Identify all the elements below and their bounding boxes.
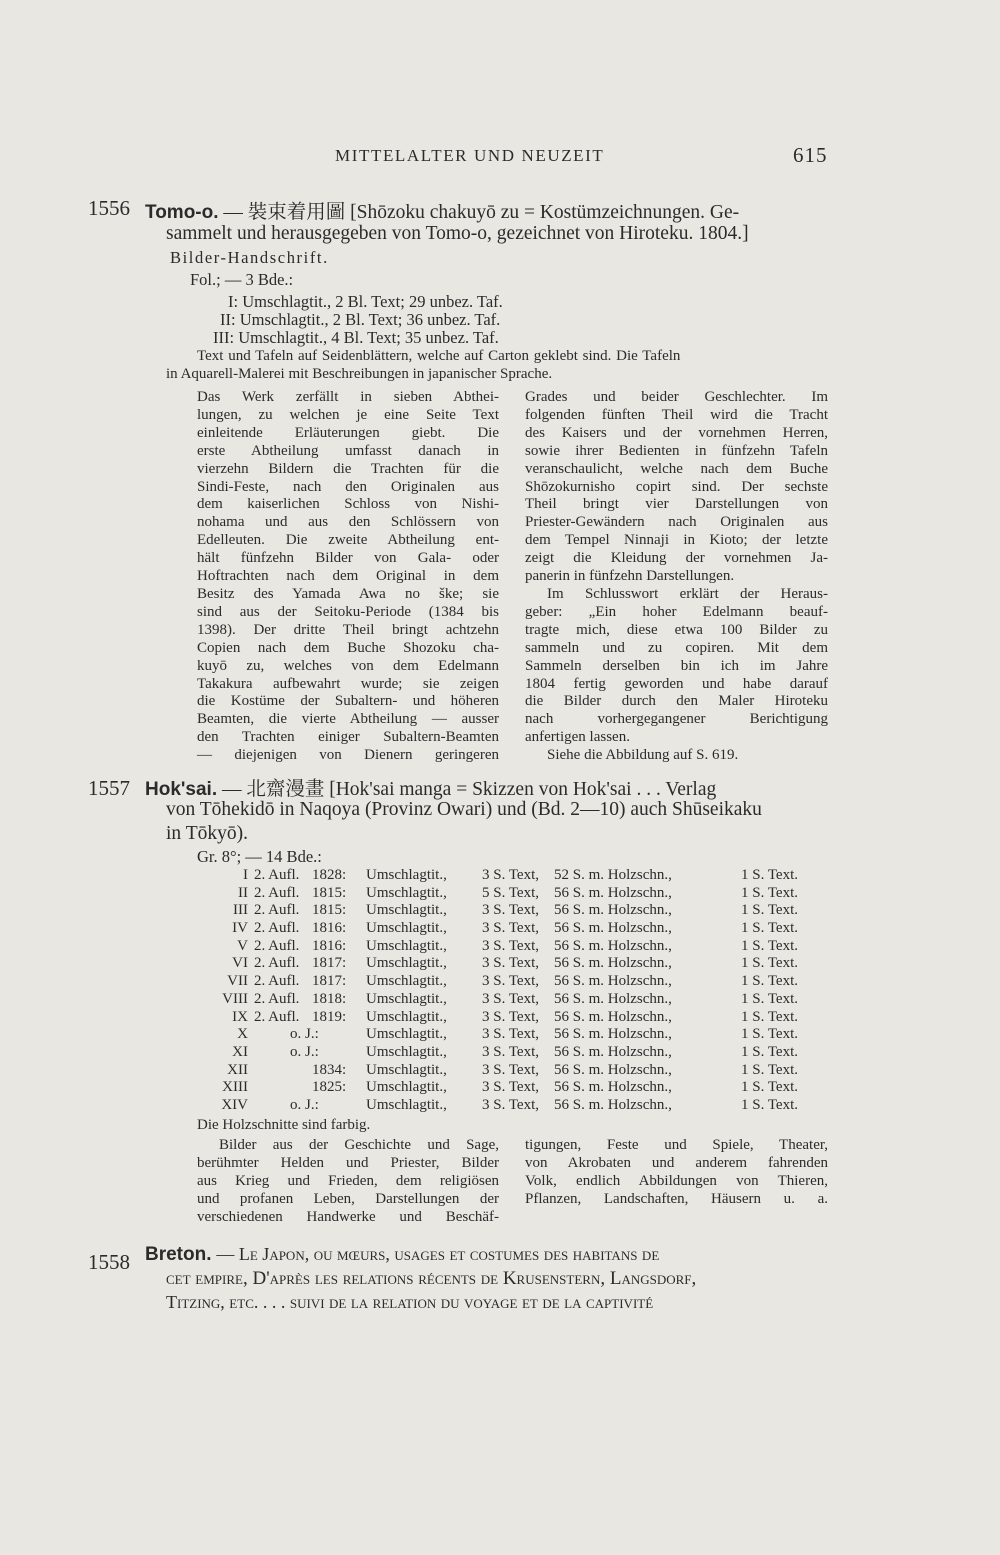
description-column-left — [197, 1137, 499, 1227]
volume-cell: 1 S. Text. — [741, 1061, 799, 1078]
volume-cell: 3 S. Text, — [482, 955, 540, 972]
volume-row — [196, 1079, 836, 1097]
volume-cell: 3 S. Text, — [482, 1079, 540, 1096]
volume-cell: 3 S. Text, — [482, 1043, 540, 1060]
text-line: Edelleuten. Die zweite Abtheilung ent- — [197, 532, 499, 549]
entry-number: 1558 — [88, 1250, 130, 1274]
volume-number: VII — [227, 973, 248, 990]
text-line: den Trachten einiger Subaltern-Beamten — [197, 729, 499, 746]
volume-cell: Umschlagtit., — [366, 1026, 447, 1043]
volume-row — [196, 1044, 836, 1062]
volume-cell: 2. Aufl. — [254, 884, 300, 901]
volume-cell: 2. Aufl. — [254, 955, 300, 972]
text-line: tragte mich, diese etwa 100 Bilder zu — [525, 621, 828, 638]
volume-cell: 3 S. Text, — [482, 902, 540, 919]
text-line: sowie ihrer Bedienten in fünfzehn Tafeln — [525, 442, 828, 459]
text-line: berühmter Helden und Priester, Bilder — [197, 1154, 499, 1171]
volume-cell: 1 S. Text. — [741, 937, 799, 954]
volume-cell: 1 S. Text. — [741, 902, 799, 919]
volume-cell: 1819: — [312, 1008, 347, 1025]
running-title: MITTELALTER UND NEUZEIT — [335, 146, 605, 165]
volume-cell: 3 S. Text, — [482, 973, 540, 990]
volume-cell: Umschlagtit., — [366, 990, 447, 1007]
volume-cell: 56 S. m. Holzschn., — [554, 1079, 672, 1096]
volume-cell: 1 S. Text. — [741, 1026, 799, 1043]
volume-number: II — [238, 884, 248, 901]
entry-form: Bilder-Handschrift. — [170, 248, 329, 267]
volume-number: VI — [232, 955, 248, 972]
volume-cell: 1 S. Text. — [741, 955, 799, 972]
text-line: die Bilder durch den Maler Hiroteku — [525, 693, 828, 710]
entry-title-line-2: von Tōhekidō in Naqoya (Provinz Owari) und (Bd. 2—10) auch Shūseikaku — [166, 799, 762, 820]
volume-cell: 3 S. Text, — [482, 1096, 540, 1113]
volume-row — [196, 1097, 836, 1115]
volume-number: III — [233, 902, 248, 919]
volume-cell: Umschlagtit., — [366, 867, 447, 883]
volume-cell: 1817: — [312, 973, 347, 990]
volume-cell: 3 S. Text, — [482, 990, 540, 1007]
entry-name: Hok'sai. — [145, 779, 218, 800]
volume-row — [196, 991, 836, 1009]
volume-cell: Umschlagtit., — [366, 955, 447, 972]
text-line: des Kaisers und der vornehmen Herren, — [525, 424, 828, 441]
text-line: hält fünfzehn Bilder von Gala- oder — [197, 550, 499, 567]
volume-cell: o. J.: — [290, 1096, 319, 1113]
text-line: Takakura aufbewahrt wurde; sie zeigen — [197, 675, 499, 692]
text-line: tigungen, Feste und Spiele, Theater, — [525, 1137, 828, 1153]
text-line: Sammeln derselben bin ich im Jahre — [525, 657, 828, 674]
volume-number: VIII — [222, 990, 248, 1007]
entry-name: Tomo-o. — [145, 202, 219, 223]
volume-cell: Umschlagtit., — [366, 1008, 447, 1025]
entry-title-line-1: Breton. — Le Japon, ou mœurs, usages et costumes des habitans de — [145, 1244, 660, 1265]
text-line: veranschaulicht, welche nach dem Buche — [525, 460, 828, 477]
text-line: sind aus der Seitoku-Periode (1384 bis — [197, 603, 499, 620]
page-number: 615 — [793, 143, 828, 167]
text-line: Beamten, die vierte Abtheilung — ausser — [197, 711, 499, 728]
volume-cell: 3 S. Text, — [482, 1061, 540, 1078]
entry-format: Fol.; — 3 Bde.: — [190, 270, 294, 289]
volume-cell: 56 S. m. Holzschn., — [554, 902, 672, 919]
entry-note-line: Text und Tafeln auf Seidenblättern, welche auf Carton geklebt sind. Die Tafeln — [197, 348, 681, 364]
volume-cell: 56 S. m. Holzschn., — [554, 973, 672, 990]
entry-title-line-3: Titzing, etc. . . . suivi de la relation du voyage et de la captivité — [166, 1292, 654, 1312]
text-line: die Kostüme der Subaltern- und höheren — [197, 693, 499, 710]
text-line: kuyō zu, welches von dem Edelmann — [197, 657, 499, 674]
entry-title-line-1: Tomo-o. — 裝束着用圖 [Shōzoku chakuyō zu = Kostümzeichnungen. Ge- — [145, 202, 740, 223]
volume-cell: 3 S. Text, — [482, 1026, 540, 1043]
description-column-left — [197, 389, 499, 765]
text-line: dem kaiserlichen Schloss von Nishi- — [197, 496, 499, 513]
volume-number: XIV — [221, 1096, 248, 1113]
volume-cell: 2. Aufl. — [254, 867, 300, 883]
volume-row — [196, 902, 836, 920]
text-line: nach vorhergegangener Berichtigung — [525, 711, 828, 728]
volume-cell: 56 S. m. Holzschn., — [554, 1043, 672, 1060]
text-line: nohama und aus den Schlössern von — [197, 514, 499, 531]
entry-number: 1557 — [88, 776, 130, 800]
text-line: Shōzokurnisho copirt sind. Der sechste — [525, 478, 828, 495]
text-line: Besitz des Yamada Awa no ške; sie — [197, 585, 499, 602]
volume-line: III: Umschlagtit., 4 Bl. Text; 35 unbez. Taf. — [213, 328, 499, 347]
volume-number: V — [237, 937, 248, 954]
volume-number: XIII — [222, 1079, 248, 1096]
entry-title-line-2: sammelt und herausgegeben von Tomo-o, gezeichnet von Hiroteku. 1804.] — [166, 223, 749, 244]
volume-row — [196, 938, 836, 956]
entry-format: Gr. 8°; — 14 Bde.: — [197, 847, 322, 866]
text-line: — diejenigen von Dienern geringeren — [197, 747, 499, 764]
volume-cell: 56 S. m. Holzschn., — [554, 955, 672, 972]
volume-cell: Umschlagtit., — [366, 1043, 447, 1060]
volume-cell: Umschlagtit., — [366, 1079, 447, 1096]
text-line: geber: „Ein hoher Edelmann beauf- — [525, 603, 828, 620]
text-line: Siehe die Abbildung auf S. 619. — [547, 747, 739, 764]
volume-cell: o. J.: — [290, 1026, 319, 1043]
volume-number: X — [237, 1026, 248, 1043]
volume-cell: 1 S. Text. — [741, 973, 799, 990]
volume-cell: Umschlagtit., — [366, 937, 447, 954]
text-line: 1398). Der dritte Theil bringt achtzehn — [197, 621, 499, 638]
volume-cell: 2. Aufl. — [254, 973, 300, 990]
text-line: und profanen Leben, Darstellungen der — [197, 1190, 499, 1207]
volume-number: XII — [227, 1061, 248, 1078]
volume-cell: 56 S. m. Holzschn., — [554, 1096, 672, 1113]
text-line: vierzehn Bildern die Trachten für die — [197, 460, 499, 477]
volume-number: IX — [232, 1008, 248, 1025]
volume-cell: 1834: — [312, 1061, 347, 1078]
volume-cell: 2. Aufl. — [254, 902, 300, 919]
volume-cell: 1816: — [312, 920, 347, 937]
volume-cell: 3 S. Text, — [482, 867, 540, 883]
text-line: Grades und beider Geschlechter. Im — [525, 389, 828, 405]
volume-number: IV — [232, 920, 248, 937]
volume-row — [196, 1009, 836, 1027]
volume-cell: 5 S. Text, — [482, 884, 540, 901]
volume-cell: 1828: — [312, 867, 347, 883]
volume-row — [196, 973, 836, 991]
volume-cell: 3 S. Text, — [482, 920, 540, 937]
text-line: Priester-Gewändern nach Originalen aus — [525, 514, 828, 531]
text-line: dem Tempel Ninnaji in Kioto; der letzte — [525, 532, 828, 549]
entry-title-line-1: Hok'sai. — 北齋漫畫 [Hok'sai manga = Skizzen von Hok'sai . . . Verlag — [145, 779, 717, 800]
volume-cell: 1 S. Text. — [741, 1043, 799, 1060]
volume-cell: 3 S. Text, — [482, 937, 540, 954]
entry-note: Die Holzschnitte sind farbig. — [197, 1117, 371, 1133]
volume-cell: Umschlagtit., — [366, 902, 447, 919]
text-line: einleitende Erläuterungen giebt. Die — [197, 424, 499, 441]
volume-cell: 56 S. m. Holzschn., — [554, 920, 672, 937]
volume-row — [196, 1026, 836, 1044]
entry-number: 1556 — [88, 196, 130, 220]
text-line: verschiedenen Handwerke und Beschäf- — [197, 1208, 499, 1225]
volume-cell: 52 S. m. Holzschn., — [554, 867, 672, 883]
entry-name: Breton. — [145, 1244, 212, 1265]
volume-cell: 1 S. Text. — [741, 867, 799, 883]
volume-row — [196, 920, 836, 938]
text-line: Bilder aus der Geschichte und Sage, — [219, 1137, 499, 1153]
text-line: erste Abtheilung umfasst danach in — [197, 442, 499, 459]
volume-cell: 1 S. Text. — [741, 884, 799, 901]
text-line: Volk, endlich Abbildungen von Thieren, — [525, 1172, 828, 1189]
volume-cell: 1 S. Text. — [741, 1096, 799, 1113]
volume-cell: 56 S. m. Holzschn., — [554, 937, 672, 954]
entry-title-line-3: in Tōkyō). — [166, 823, 248, 844]
volume-cell: 56 S. m. Holzschn., — [554, 990, 672, 1007]
running-header — [0, 143, 1000, 172]
volume-line: II: Umschlagtit., 2 Bl. Text; 36 unbez. Taf. — [220, 310, 501, 329]
volume-row — [196, 885, 836, 903]
volume-cell: 56 S. m. Holzschn., — [554, 1061, 672, 1078]
volume-cell: 1 S. Text. — [741, 990, 799, 1007]
volume-cell: Umschlagtit., — [366, 1096, 447, 1113]
text-line: folgenden fünften Theil wird die Tracht — [525, 406, 828, 423]
volume-cell: Umschlagtit., — [366, 884, 447, 901]
volume-row — [196, 867, 836, 885]
volume-cell: 1 S. Text. — [741, 920, 799, 937]
volume-table — [196, 867, 836, 1115]
volume-cell: 2. Aufl. — [254, 920, 300, 937]
volume-cell: 1818: — [312, 990, 347, 1007]
volume-row — [196, 955, 836, 973]
text-line: Im Schlusswort erklärt der Heraus- — [547, 585, 828, 602]
volume-cell: 1815: — [312, 884, 347, 901]
volume-number: I — [243, 867, 248, 883]
text-line: 1804 fertig geworden und habe darauf — [525, 675, 828, 692]
volume-cell: Umschlagtit., — [366, 973, 447, 990]
text-line: Das Werk zerfällt in sieben Abthei- — [197, 389, 499, 405]
description-column-right — [525, 1137, 828, 1209]
volume-cell: 2. Aufl. — [254, 1008, 300, 1025]
volume-cell: 56 S. m. Holzschn., — [554, 1008, 672, 1025]
text-line: anfertigen lassen. — [525, 729, 630, 746]
description-column-right — [525, 389, 828, 765]
volume-row — [196, 1062, 836, 1080]
volume-cell: Umschlagtit., — [366, 1061, 447, 1078]
volume-cell: 2. Aufl. — [254, 937, 300, 954]
volume-number: XI — [232, 1043, 248, 1060]
text-line: Pflanzen, Landschaften, Häusern u. a. — [525, 1190, 828, 1207]
volume-cell: 2. Aufl. — [254, 990, 300, 1007]
text-line: von Akrobaten und anderem fahrenden — [525, 1154, 828, 1171]
text-line: panerin in fünfzehn Darstellungen. — [525, 568, 735, 585]
volume-cell: 1825: — [312, 1079, 347, 1096]
volume-cell: 1815: — [312, 902, 347, 919]
volume-cell: 3 S. Text, — [482, 1008, 540, 1025]
text-line: lungen, zu welchen je eine Seite Text — [197, 406, 499, 423]
volume-cell: 1817: — [312, 955, 347, 972]
entry-note-line: in Aquarell-Malerei mit Beschreibungen in japanischer Sprache. — [166, 366, 553, 382]
volume-cell: 1 S. Text. — [741, 1008, 799, 1025]
volume-cell: 1 S. Text. — [741, 1079, 799, 1096]
volume-cell: 1816: — [312, 937, 347, 954]
entry-title-line-2: cet empire, D'après les relations récents de Krusenstern, Langsdorf, — [166, 1268, 697, 1289]
text-line: sammeln und zu copiren. Mit dem — [525, 639, 828, 656]
text-line: Hoftrachten nach dem Original in dem — [197, 568, 499, 585]
volume-cell: 56 S. m. Holzschn., — [554, 1026, 672, 1043]
volume-cell: Umschlagtit., — [366, 920, 447, 937]
text-line: aus Krieg und Frieden, dem religiösen — [197, 1172, 499, 1189]
text-line: Sindi-Feste, nach den Originalen aus — [197, 478, 499, 495]
text-line: Theil bringt vier Darstellungen von — [525, 496, 828, 513]
volume-cell: o. J.: — [290, 1043, 319, 1060]
text-line: Copien nach dem Buche Shozoku cha- — [197, 639, 499, 656]
volume-line: I: Umschlagtit., 2 Bl. Text; 29 unbez. Taf. — [228, 292, 503, 311]
text-line: zeigt die Kleidung der vornehmen Ja- — [525, 550, 828, 567]
volume-cell: 56 S. m. Holzschn., — [554, 884, 672, 901]
